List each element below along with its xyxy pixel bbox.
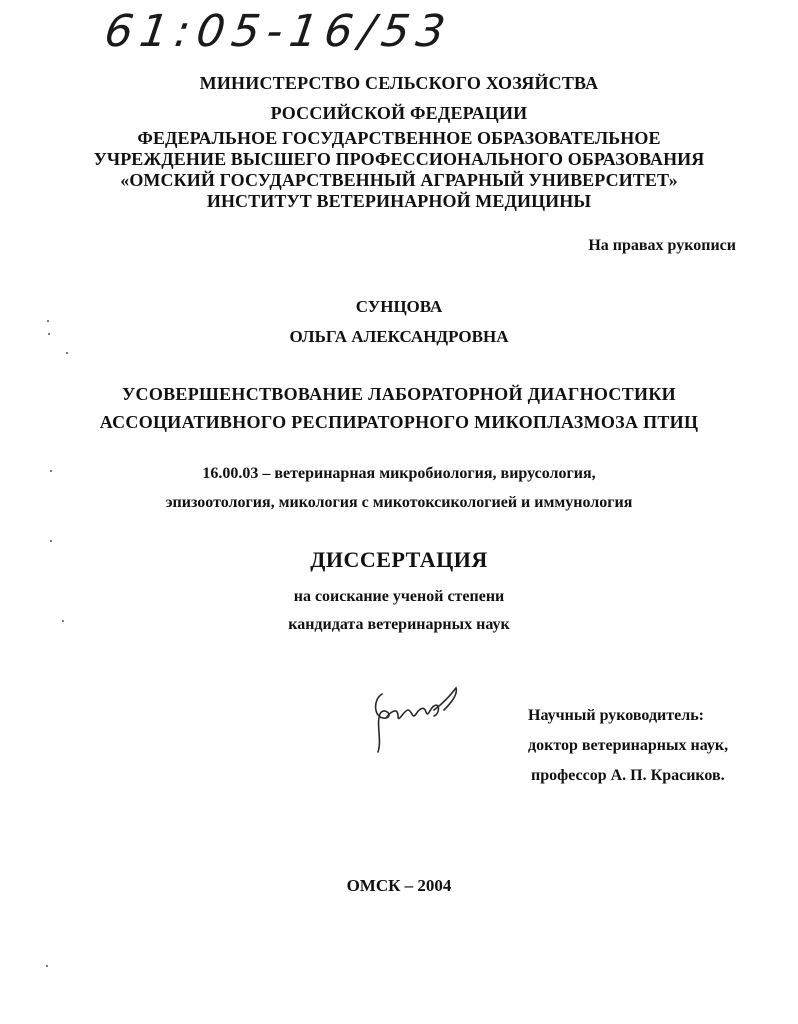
manuscript-rights: На правах рукописи xyxy=(588,237,736,254)
degree-line-2: кандидата ветеринарных наук xyxy=(288,616,510,633)
title-line-1: УСОВЕРШЕНСТВОВАНИЕ ЛАБОРАТОРНОЙ ДИАГНОСТИКИ xyxy=(122,384,676,404)
specialty-line-1: 16.00.03 – ветеринарная микробиология, вирусология, xyxy=(202,465,596,482)
scan-speck xyxy=(46,965,48,967)
document-type: ДИССЕРТАЦИЯ xyxy=(310,547,488,572)
supervisor-line-3: профессор А. П. Красиков. xyxy=(531,767,725,784)
supervisor-line-1: Научный руководитель: xyxy=(528,707,704,724)
author-surname: СУНЦОВА xyxy=(355,297,443,316)
ministry-line-1: МИНИСТЕРСТВО СЕЛЬСКОГО ХОЗЯЙСТВА xyxy=(199,73,599,93)
specialty xyxy=(0,459,798,517)
institution-line-1: ФЕДЕРАЛЬНОЕ ГОСУДАРСТВЕННОЕ ОБРАЗОВАТЕЛЬНОЕ xyxy=(137,128,661,148)
institution-line-4: ИНСТИТУТ ВЕТЕРИНАРНОЙ МЕДИЦИНЫ xyxy=(206,191,592,211)
institution-line-3: «ОМСКИЙ ГОСУДАРСТВЕННЫЙ АГРАРНЫЙ УНИВЕРСИТЕТ» xyxy=(120,170,678,190)
scan-speck xyxy=(66,352,68,354)
scan-speck xyxy=(48,333,50,335)
institution-line-2: УЧРЕЖДЕНИЕ ВЫСШЕГО ПРОФЕССИОНАЛЬНОГО ОБРАЗОВАНИЯ xyxy=(93,149,705,169)
dissertation-title xyxy=(0,380,798,436)
degree-line-1: на соискание ученой степени xyxy=(293,588,505,605)
institution-header xyxy=(0,128,798,212)
scan-speck xyxy=(50,470,52,472)
supervisor-block xyxy=(528,701,728,791)
city-year: ОМСК – 2004 xyxy=(346,876,452,895)
supervisor-line-2: доктор ветеринарных наук, xyxy=(528,737,729,754)
specialty-line-2: эпизоотология, микология с микотоксикологией и иммунология xyxy=(165,494,633,511)
signature-icon xyxy=(368,680,468,760)
ministry-line-2: РОССИЙСКОЙ ФЕДЕРАЦИИ xyxy=(270,103,528,123)
author xyxy=(0,292,798,352)
author-name: ОЛЬГА АЛЕКСАНДРОВНА xyxy=(289,327,509,346)
title-line-2: АССОЦИАТИВНОГО РЕСПИРАТОРНОГО МИКОПЛАЗМОЗА ПТИЦ xyxy=(99,412,699,432)
scan-speck xyxy=(50,540,52,542)
scan-speck xyxy=(47,320,49,322)
degree xyxy=(0,583,798,639)
scan-speck xyxy=(62,620,64,622)
ministry-header xyxy=(0,68,798,128)
archive-number: 61:05-16/53 xyxy=(101,6,456,57)
